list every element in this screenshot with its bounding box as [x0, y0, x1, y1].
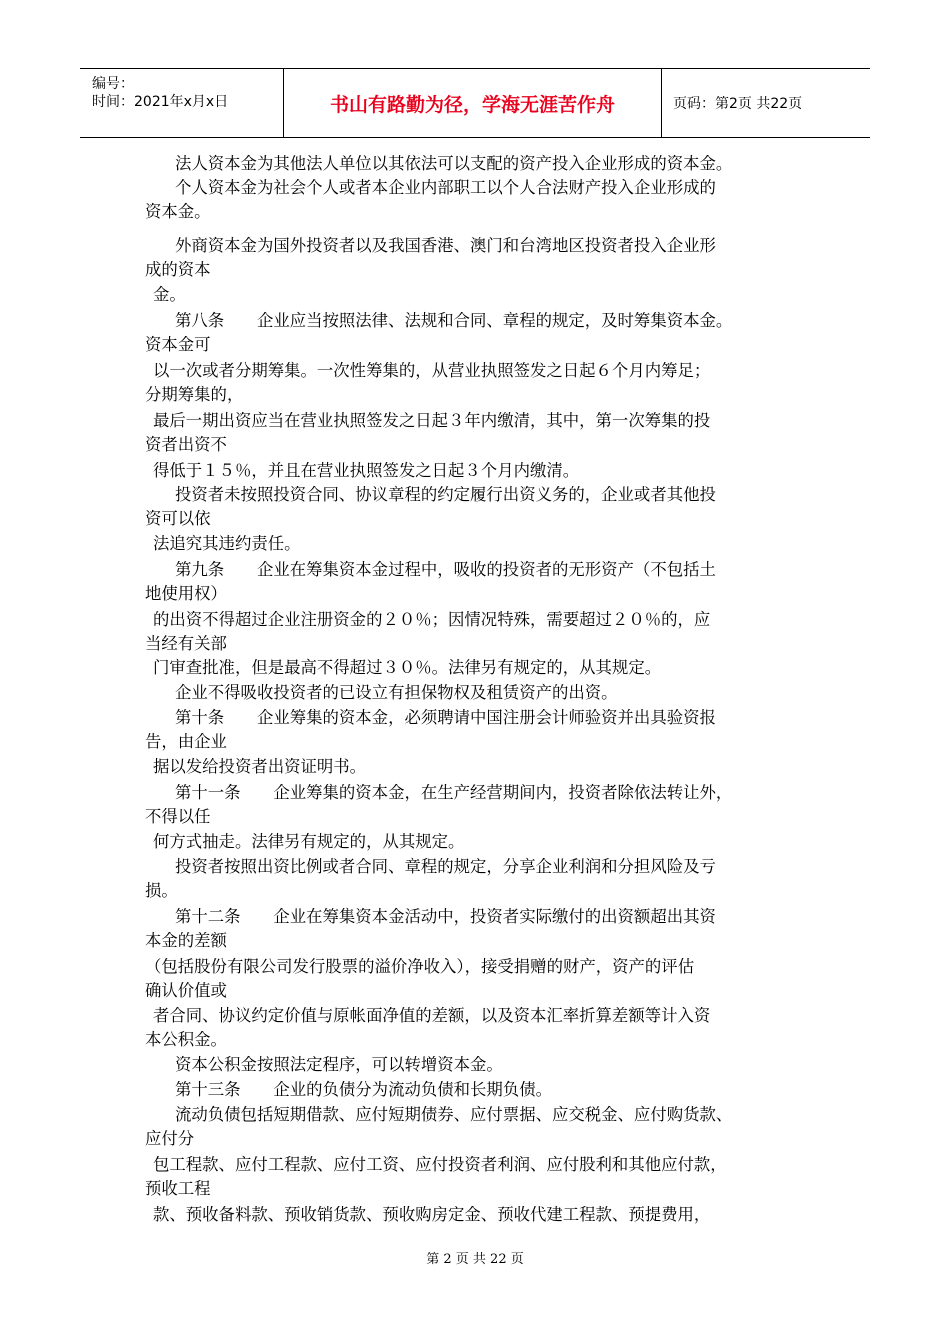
text-line: 确认价值或: [145, 981, 227, 1000]
text-line: 资者出资不: [145, 435, 227, 454]
text-line: 法人资本金为其他法人单位以其依法可以支配的资产投入企业形成的资本金。: [175, 154, 733, 173]
text-line: 地使用权）: [145, 584, 227, 603]
text-line: 本金的差额: [145, 931, 227, 950]
text-line: 企业不得吸收投资者的已设立有担保物权及租赁资产的出资。: [175, 683, 618, 702]
text-line: 第十二条 企业在筹集资本金活动中，投资者实际缴付的出资额超出其资: [175, 907, 716, 926]
text-line: 资本金可: [145, 335, 211, 354]
page-header: [80, 68, 870, 138]
text-line: 第十一条 企业筹集的资本金，在生产经营期间内，投资者除依法转让外，: [175, 783, 733, 802]
text-line: 投资者未按照投资合同、协议章程的约定履行出资义务的，企业或者其他投: [175, 485, 716, 504]
text-line: 外商资本金为国外投资者以及我国香港、澳门和台湾地区投资者投入企业形: [175, 236, 716, 255]
text-line: 金。: [153, 285, 186, 304]
text-line: 本公积金。: [145, 1030, 227, 1049]
text-line: 款、预收备料款、预收销货款、预收购房定金、预收代建工程款、预提费用，: [153, 1205, 711, 1224]
text-line: 第九条 企业在筹集资本金过程中，吸收的投资者的无形资产（不包括土: [175, 560, 716, 579]
header-info: [80, 69, 283, 137]
text-line: 资可以依: [145, 509, 211, 528]
text-line: 第十条 企业筹集的资本金，必须聘请中国注册会计师验资并出具验资报: [175, 708, 716, 727]
text-line: 第十三条 企业的负债分为流动负债和长期负债。: [175, 1080, 552, 1099]
text-line: 损。: [145, 881, 178, 900]
text-line: 包工程款、应付工程款、应付工资、应付投资者利润、应付股利和其他应付款，: [153, 1155, 727, 1174]
text-line: 资本公积金按照法定程序，可以转增资本金。: [175, 1055, 503, 1074]
text-line: 预收工程: [145, 1179, 211, 1198]
header-page-number: 页码：第2页 共22页: [673, 96, 803, 112]
text-line: 投资者按照出资比例或者合同、章程的规定，分享企业利润和分担风险及亏: [175, 857, 716, 876]
text-line: 法追究其违约责任。: [153, 534, 301, 553]
text-line: 门审查批准，但是最高不得超过３０％。法律另有规定的，从其规定。: [153, 658, 662, 677]
header-motto: 书山有路勤为径，学海无涯苦作舟: [329, 93, 615, 116]
text-line: 成的资本: [145, 260, 211, 279]
text-line: 不得以任: [145, 807, 211, 826]
text-line: 得低于１５％，并且在营业执照签发之日起３个月内缴清。: [153, 461, 580, 480]
page-footer: 第 2 页 共 22 页: [426, 1252, 524, 1267]
text-line: 最后一期出资应当在营业执照签发之日起３年内缴清，其中，第一次筹集的投: [153, 411, 711, 430]
text-line: 分期筹集的，: [145, 385, 244, 404]
document-number: 编号：: [92, 76, 134, 92]
text-line: 流动负债包括短期借款、应付短期债券、应付票据、应交税金、应付购货款、: [175, 1105, 733, 1124]
document-time: 时间：2021年x月x日: [92, 94, 229, 110]
text-line: 以一次或者分期筹集。一次性筹集的，从营业执照签发之日起６个月内筹足；: [153, 361, 711, 380]
text-line: 者合同、协议约定价值与原帐面净值的差额，以及资本汇率折算差额等计入资: [153, 1006, 711, 1025]
text-line: 应付分: [145, 1129, 195, 1148]
text-line: 告，由企业: [145, 732, 227, 751]
text-line: 第八条 企业应当按照法律、法规和合同、章程的规定，及时筹集资本金。: [175, 311, 733, 330]
header-motto-cell: [283, 69, 662, 137]
text-line: 资本金。: [145, 202, 211, 221]
text-line: 个人资本金为社会个人或者本企业内部职工以个人合法财产投入企业形成的: [175, 178, 716, 197]
text-line: 的出资不得超过企业注册资金的２０％；因情况特殊，需要超过２０％的，应: [153, 610, 711, 629]
text-line: 何方式抽走。法律另有规定的，从其规定。: [153, 832, 465, 851]
text-line: （包括股份有限公司发行股票的溢价净收入），接受捐赠的财产，资产的评估: [145, 957, 695, 976]
text-line: 当经有关部: [145, 634, 227, 653]
text-line: 据以发给投资者出资证明书。: [153, 757, 367, 776]
